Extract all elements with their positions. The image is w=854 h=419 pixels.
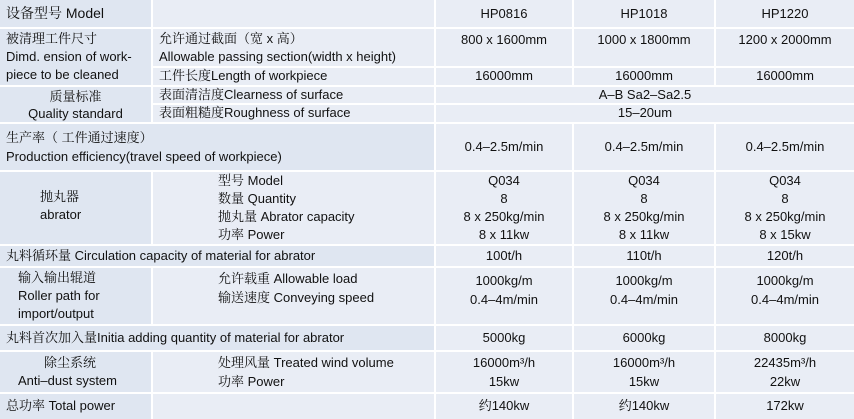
roller-label-en-1: Roller path for [18,288,100,303]
model-header-hp1018: HP1018 [574,0,714,27]
circulation-value-hp1018: 110t/h [574,246,714,266]
production-value-hp1220: 0.4–2.5m/min [716,124,854,170]
roughness-label: 表面粗糙度Roughness of surface [153,105,434,122]
workpiece-label-line-2: Dimd. ension of work- [6,49,132,64]
dust-power-hp1220: 22kw [769,374,801,389]
initial-label: 丸料首次加入量Initia adding quantity of material for abrator [0,326,434,350]
initial-value-hp0816: 5000kg [436,326,572,350]
abrator-label-en: abrator [40,207,82,222]
production-value-hp1018: 0.4–2.5m/min [574,124,714,170]
roller-label-cn: 输入输出辊道 [18,270,97,285]
roller-speed-hp1220: 0.4–4m/min [751,292,819,307]
roller-load-label: 允许载重 Allowable load [218,271,358,286]
dust-label-cn: 除尘系统 [44,355,97,370]
circulation-label: 丸料循环量 Circulation capacity of material for abrator [0,246,434,266]
workpiece-label [0,29,151,85]
dust-power-hp1018: 15kw [628,374,660,389]
model-header-hp0816: HP0816 [436,0,572,27]
roller-label [0,268,151,324]
length-value-hp1220: 16000mm [716,68,854,85]
abrator-capacity-label: 抛丸量 Abrator capacity [218,209,355,224]
section-label-cn: 允许通过截面（宽 x 高） [159,31,303,46]
quality-label-en: Quality standard [28,106,123,121]
dust-label-en: Anti–dust system [18,373,117,388]
clearness-value: A–B Sa2–Sa2.5 [436,87,854,103]
abrator-quantity-label: 数量 Quantity [218,191,297,206]
total-value-hp1220: 172kw [716,394,854,419]
roller-speed-hp0816: 0.4–4m/min [470,292,538,307]
production-label-en: Production efficiency(travel speed of workpiece) [6,149,282,164]
abrator-power-label: 功率 Power [218,227,285,242]
dust-power-hp0816: 15kw [488,374,520,389]
roughness-value: 15–20um [436,105,854,122]
total-value-hp0816: 约140kw [436,394,572,419]
abrator-power-hp1220: 8 x 15kw [759,227,811,242]
length-value-hp0816: 16000mm [436,68,572,85]
abrator-quantity-hp1018: 8 [640,191,648,206]
roller-speed-label: 输送速度 Conveying speed [218,290,375,305]
roller-load-hp0816: 1000kg/m [475,273,533,288]
abrator-model-hp0816: Q034 [488,173,520,188]
production-value-hp0816: 0.4–2.5m/min [436,124,572,170]
dust-power-label: 功率 Power [218,374,285,389]
abrator-model-label: 型号 Model [218,173,284,188]
abrator-label [0,172,151,244]
abrator-capacity-hp1018: 8 x 250kg/min [603,209,685,224]
production-label-cn: 生产率（ 工件通过速度） [6,130,153,145]
abrator-model-hp1018: Q034 [628,173,660,188]
dust-wind-label: 处理风量 Treated wind volume [218,355,394,370]
workpiece-label-line-3: piece to be cleaned [6,67,119,82]
header-spacer [153,0,434,27]
abrator-power-hp0816: 8 x 11kw [478,227,530,242]
dust-wind-hp1220: 22435m³/h [753,355,817,370]
circulation-value-hp1220: 120t/h [716,246,854,266]
abrator-label-cn: 抛丸器 [40,189,80,204]
initial-value-hp1220: 8000kg [716,326,854,350]
abrator-power-hp1018: 8 x 11kw [618,227,670,242]
circulation-value-hp0816: 100t/h [436,246,572,266]
section-value-hp1220: 1200 x 2000mm [716,29,854,66]
dust-wind-hp1018: 16000m³/h [612,355,676,370]
quality-label-cn: 质量标准 [49,89,102,104]
abrator-capacity-hp0816: 8 x 250kg/min [463,209,545,224]
dust-label [0,352,151,392]
workpiece-label-line-1: 被清理工件尺寸 [6,31,98,46]
section-value-hp1018: 1000 x 1800mm [574,29,714,66]
roller-load-hp1018: 1000kg/m [615,273,673,288]
total-label: 总功率 Total power [0,394,151,419]
roller-speed-hp1018: 0.4–4m/min [610,292,678,307]
section-label [153,29,434,66]
roller-label-en-2: import/output [18,306,94,321]
roller-load-hp1220: 1000kg/m [756,273,814,288]
clearness-label: 表面清洁度Clearness of surface [153,87,434,103]
dust-wind-hp0816: 16000m³/h [472,355,536,370]
abrator-model-hp1220: Q034 [769,173,801,188]
section-value-hp0816: 800 x 1600mm [436,29,572,66]
initial-value-hp1018: 6000kg [574,326,714,350]
total-spacer [153,394,434,419]
section-label-en: Allowable passing section(width x height) [159,49,397,64]
model-header-hp1220: HP1220 [716,0,854,27]
total-value-hp1018: 约140kw [574,394,714,419]
model-header-label: 设备型号 Model [0,0,151,27]
abrator-capacity-hp1220: 8 x 250kg/min [744,209,826,224]
quality-label [0,87,151,122]
length-value-hp1018: 16000mm [574,68,714,85]
production-label [0,124,434,170]
abrator-quantity-hp0816: 8 [500,191,508,206]
abrator-quantity-hp1220: 8 [781,191,789,206]
length-label: 工件长度Length of workpiece [153,68,434,85]
